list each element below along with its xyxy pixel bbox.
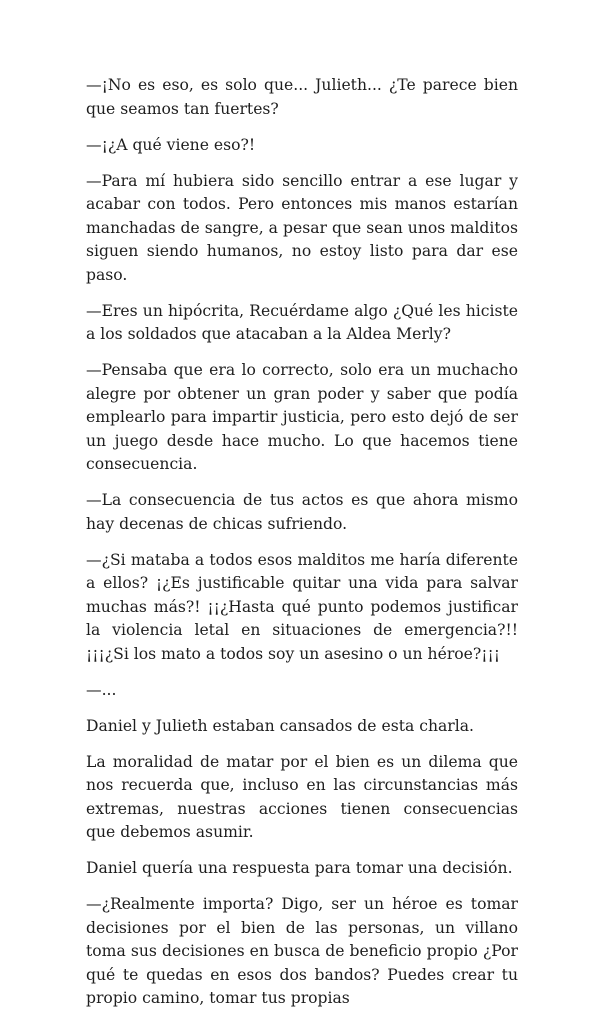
book-page <box>86 74 518 1023</box>
paragraph-11: Daniel quería una respuesta para tomar una decisión. <box>86 859 513 877</box>
paragraph-5: —Pensaba que era lo correcto, solo era un muchacho alegre por obtener un gran poder y saber que podía emplearlo para impartir justicia, pero esto dejó de ser un juego desde hace mucho. Lo que hacemos tiene consecuencia. <box>86 361 518 473</box>
paragraph-3: —Para mí hubiera sido sencillo entrar a ese lugar y acabar con todos. Pero entonces mis manos estarían manchadas de sangre, a pesar que sean unos malditos siguen siendo humanos, no estoy listo para dar ese paso. <box>86 171 518 284</box>
paragraph-2: —¡¿A qué viene eso?! <box>86 135 256 154</box>
paragraph-7: —¿Si mataba a todos esos malditos me haría diferente a ellos? ¡¿Es justificable quitar una vida para salvar muchas más?! ¡¡¿Hasta qué punto podemos justificar la violencia letal en situaciones de emergencia?!! ¡¡¡¿Si los mato a todos soy un asesino o un héroe?¡¡¡ <box>86 550 518 663</box>
paragraph-9: Daniel y Julieth estaban cansados de esta charla. <box>86 716 474 735</box>
paragraph-10: La moralidad de matar por el bien es un dilema que nos recuerda que, incluso en las circunstancias más extremas, nuestras acciones tienen consecuencias que debemos asumir. <box>86 752 518 841</box>
paragraph-4: —Eres un hipócrita, Recuérdame algo ¿Qué les hiciste a los soldados que atacaban a la Aldea Merly? <box>86 301 518 343</box>
paragraph-1: —¡No es eso, es solo que... Julieth... ¿Te parece bien que seamos tan fuertes? <box>86 76 518 118</box>
paragraph-6: —La consecuencia de tus actos es que ahora mismo hay decenas de chicas sufriendo. <box>86 491 518 533</box>
paragraph-8: —... <box>86 680 117 699</box>
paragraph-12: —¿Realmente importa? Digo, ser un héroe es tomar decisiones por el bien de las personas, un villano toma sus decisiones en busca de beneficio propio ¿Por qué te quedas en esos dos bandos? Puedes crear tu propio camino, tomar tus propias <box>86 895 518 1007</box>
